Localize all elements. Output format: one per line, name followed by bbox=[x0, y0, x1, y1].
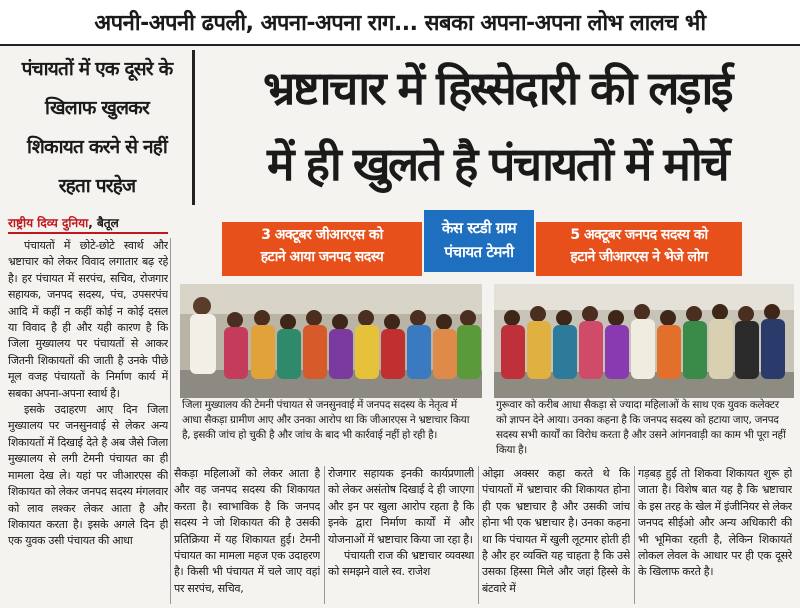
article-column-1 bbox=[8, 238, 168, 604]
crowd-photo-left bbox=[180, 284, 482, 398]
side-headline-line: खिलाफ खुलकर bbox=[45, 97, 149, 119]
paragraph: रोजगार सहायक इनकी कार्यप्रणाली को लेकर असंतोष दिखाई दे ही जाएगा और इन पर खुला आरोप रहता है कि इनके द्वारा निर्माण कार्यों में और योजनाओं में भ्रष्टाचार किया जा रहा है। bbox=[328, 467, 474, 546]
crowd-photo-right bbox=[494, 284, 794, 398]
column-divider bbox=[478, 466, 479, 604]
byline-rule bbox=[8, 232, 168, 234]
article-column-4 bbox=[482, 466, 630, 606]
photo-caption-right: गुरूवार को करीब आधा सैकड़ा से ज्यादा महिलाओं के साथ एक युवक कलेक्टर को ज्ञापन देने आया। उनका कहना है कि जनपद सदस्य को हटाया जाए, जनपद सदस्य सभी कार्यों का विरोध करता है और उसने आंगनवाड़ी का काम भी पूरा नहीं किया है। bbox=[496, 399, 786, 456]
tag-line: 3 अक्टूबर जीआरएस को bbox=[261, 227, 383, 243]
paragraph: सैकड़ा महिलाओं को लेकर आता है और वह जनपद सदस्य की शिकायत करता है। स्वाभाविक है कि जनपद सदस्य ने जो शिकायत की है उसकी प्रतिक्रिया में यह शिकायत हुई। टेमनी पंचायत का मामला महज एक उदाहरण है। किसी भी पंचायत में चले जाए वहां पर सरपंच, सचिव, bbox=[174, 467, 320, 595]
side-headline-line: शिकायत करने से नहीं bbox=[27, 136, 167, 158]
column-divider bbox=[170, 238, 171, 604]
paragraph: ओझा अक्सर कहा करते थे कि पंचायतों में भ्रष्टाचार की शिकायत होना ही एक भ्रष्टाचार है और उसकी जांच होना भी एक भ्रष्टाचार है। उनका कहना था कि पंचायत में खुली लूटमार होती ही है और हर व्यक्ति यह चाहता है कि उसे उसका हिस्सा मिले और जहां हिस्से के बंटवारे में bbox=[482, 467, 630, 595]
article-column-3 bbox=[328, 466, 474, 606]
photo-caption-left: जिला मुख्यालय की टेमनी पंचायत से जनसुनवाई में जनपद सदस्य के नेतृत्व में आधा सैकड़ा ग्रामीण आए और उनका आरोप था कि जीआरएस ने भ्रष्टाचार किया है, इसकी जांच हो चुकी है और जांच के बाद भी कार्रवाई नहीं हो रही है। bbox=[182, 399, 470, 441]
side-headline-line: पंचायतों में एक दूसरे के bbox=[21, 58, 173, 80]
article-column-5 bbox=[638, 466, 792, 606]
paragraph: पंचायती राज की भ्रष्टाचार व्यवस्था को समझने वाले स्व. राजेश bbox=[328, 549, 474, 579]
top-strap bbox=[0, 0, 800, 46]
byline bbox=[8, 214, 119, 231]
strap-text: अपनी-अपनी ढपली, अपना-अपना राग... सबका अपना-अपना लोभ लालच भी bbox=[94, 11, 706, 36]
tag-line: केस स्टडी ग्राम bbox=[441, 219, 517, 237]
paragraph: गड़बड़ हुई तो शिकवा शिकायत शुरू हो जाता है। विशेष बात यह है कि भ्रष्टाचार के इस तरह के खेल में इंजीनियर से लेकर जनपद सीईओ और अन्य अधिकारी की भी भूमिका रहती है, लेकिन शिकायतें लोकल लेवल के आधार पर ही एक दूसरे के खिलाफ करते है। bbox=[638, 467, 792, 579]
date-tag-left bbox=[222, 222, 422, 276]
side-headline bbox=[4, 50, 190, 210]
main-headline bbox=[198, 50, 796, 210]
column-divider bbox=[634, 466, 635, 604]
main-headline-line: में ही खुलते है पंचायतों में मोर्चे bbox=[266, 137, 728, 191]
main-headline-line: भ्रष्टाचार में हिस्सेदारी की लड़ाई bbox=[262, 61, 732, 115]
tag-line: पंचायत टेमनी bbox=[444, 243, 514, 261]
paragraph: इसके उदाहरण आए दिन जिला मुख्यालय पर जनसुनवाई से लेकर अन्य शिकायतों में दिखाई देते है अब जैसे जिला मुख्यालय से लगी टेमनी पंचायत का ही मामला देख ले। यहां पर जीआरएस की शिकायत को लेकर जनपद सदस्य मंगलवार को लाव लश्कर लेकर आता है और शिकायत करता है। इसके अगले दिन ही एक युवक उसी पंचायत की आधा bbox=[8, 403, 168, 548]
article-column-2 bbox=[174, 466, 320, 606]
tag-line: हटाने जीआरएस ने भेजे लोग bbox=[570, 249, 708, 265]
headline-divider bbox=[192, 50, 195, 205]
byline-place: , बैतूल bbox=[88, 216, 119, 230]
date-tag-right bbox=[536, 222, 742, 276]
column-divider bbox=[324, 466, 325, 604]
tag-line: हटाने आया जनपद सदस्य bbox=[260, 249, 384, 265]
side-headline-line: रहता परहेज bbox=[58, 175, 136, 197]
byline-paper: राष्ट्रीय दिव्य दुनिया bbox=[8, 216, 89, 230]
tag-line: 5 अक्टूबर जनपद सदस्य को bbox=[570, 227, 708, 243]
paragraph: पंचायतों में छोटे-छोटे स्वार्थ और भ्रष्टाचार को लेकर विवाद लगातार बढ़ रहे है। हर पंचायत में सरपंच, सचिव, रोजगार सहायक, जनपद सदस्य, पंच, उपसरपंच आदि में कहीं न कहीं कोई न कोई दसल या विवाद है ही और यही कारण है कि जिला मुख्यालय पर पंचायतों से आकर जितनी शिकायतों की जाती है उनके पीछे मूल वजह पंचायतों के निर्माण कार्य में सबका अपना-अपना स्वार्थ है। bbox=[8, 239, 168, 400]
case-study-tag bbox=[424, 210, 534, 272]
